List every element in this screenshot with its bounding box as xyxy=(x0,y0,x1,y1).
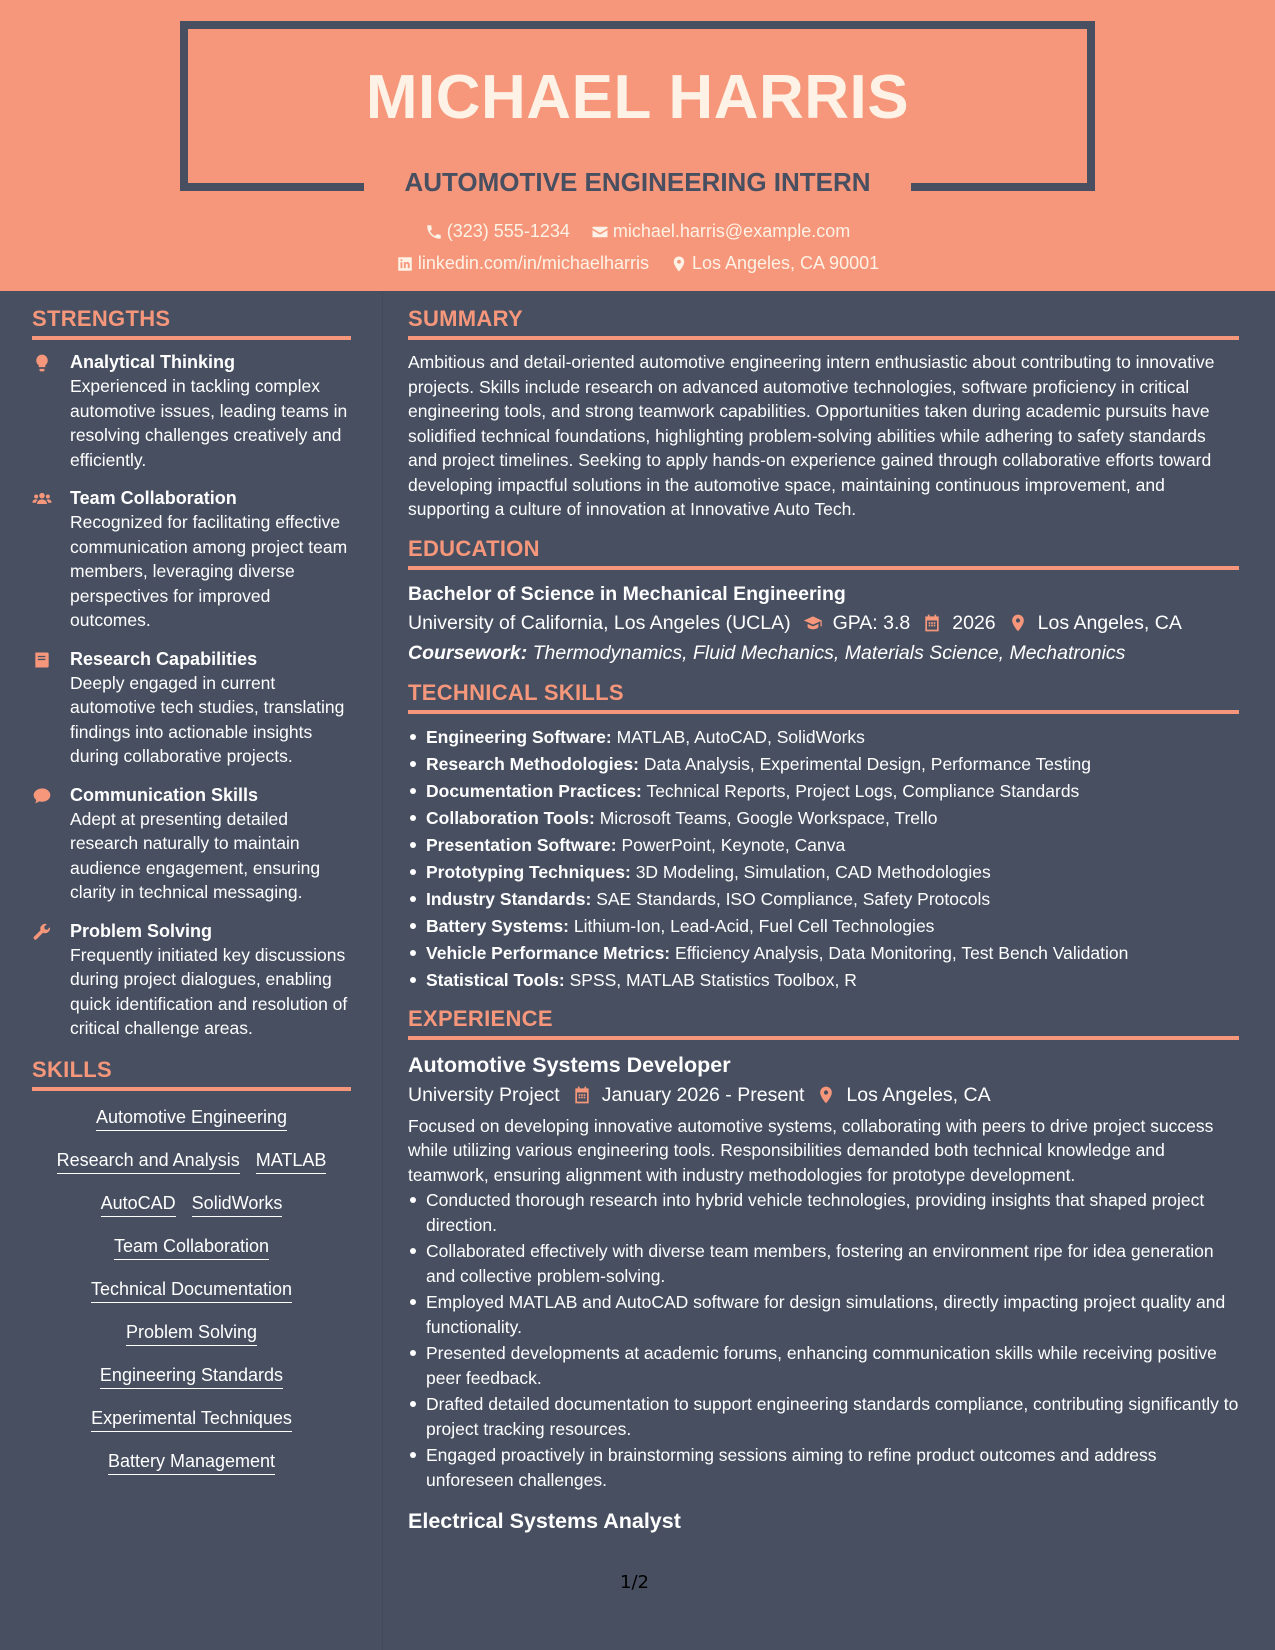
degree: Bachelor of Science in Mechanical Engineering xyxy=(408,582,846,605)
job-title: Electrical Systems Analyst xyxy=(408,1509,681,1533)
coursework xyxy=(408,638,1239,668)
strength-title: Analytical Thinking xyxy=(70,352,236,372)
experience-heading: EXPERIENCE xyxy=(408,1006,1239,1040)
phone-icon xyxy=(425,223,443,241)
strength-title: Problem Solving xyxy=(70,920,213,941)
strength-item xyxy=(32,919,351,1041)
map-pin-icon xyxy=(1008,613,1028,633)
coursework-label: Coursework: xyxy=(408,641,528,664)
list-item: Conducted thorough research into hybrid vehicle technologies, providing insights that shaped project direction. xyxy=(408,1188,1239,1237)
school-location: Los Angeles, CA xyxy=(1037,611,1182,634)
list-item: Collaborated effectively with diverse team members, fostering an environment ripe for idea generation and collective problem-solving. xyxy=(408,1239,1239,1288)
list-item: Research Methodologies: Data Analysis, Experimental Design, Performance Testing xyxy=(408,751,1239,778)
email-item[interactable] xyxy=(591,221,850,242)
candidate-title: AUTOMOTIVE ENGINEERING INTERN xyxy=(404,167,871,197)
page-number: 1/2 xyxy=(620,1572,649,1593)
contact-row-2 xyxy=(0,253,1275,278)
job-bullets xyxy=(408,1188,1239,1492)
calendar-icon xyxy=(572,1085,592,1105)
skill-tag: Automotive Engineering xyxy=(96,1105,287,1131)
skill-tag: Battery Management xyxy=(108,1449,275,1475)
job-meta xyxy=(408,1080,1239,1110)
phone-item xyxy=(425,221,570,242)
location-item xyxy=(670,253,879,274)
strength-desc: Frequently initiated key discussions during project dialogues, enabling quick identification and resolution of critical challenge areas. xyxy=(70,944,348,1038)
strength-item xyxy=(32,783,351,905)
strength-item xyxy=(32,486,351,633)
list-item: Collaboration Tools: Microsoft Teams, Google Workspace, Trello xyxy=(408,805,1239,832)
envelope-icon xyxy=(591,223,609,241)
skills-heading: SKILLS xyxy=(32,1057,351,1091)
skill-tag: Research and Analysis xyxy=(57,1148,240,1174)
skill-tag: Problem Solving xyxy=(126,1320,257,1346)
list-item: Battery Systems: Lithium-Ion, Lead-Acid, Fuel Cell Technologies xyxy=(408,913,1239,940)
left-column xyxy=(32,306,351,1492)
strength-title: Team Collaboration xyxy=(70,488,237,508)
right-column xyxy=(408,306,1239,1536)
graduation-cap-icon xyxy=(803,613,823,633)
skill-tag: Technical Documentation xyxy=(91,1277,292,1303)
strengths-heading: STRENGTHS xyxy=(32,306,351,340)
list-item: Documentation Practices: Technical Reports, Project Logs, Compliance Standards xyxy=(408,778,1239,805)
lightbulb-icon xyxy=(32,353,52,373)
job-location: Los Angeles, CA xyxy=(846,1083,991,1106)
strength-desc: Adept at presenting detailed research naturally to maintain audience engagement, ensuring clarity in technical messaging. xyxy=(70,808,321,902)
graduation-year: 2026 xyxy=(952,611,996,634)
list-item: Employed MATLAB and AutoCAD software for design simulations, directly impacting project quality and functionality. xyxy=(408,1290,1239,1339)
gpa: GPA: 3.8 xyxy=(832,611,911,634)
list-item: Statistical Tools: SPSS, MATLAB Statistics Toolbox, R xyxy=(408,967,1239,994)
strength-item xyxy=(32,350,351,472)
job-dates: January 2026 - Present xyxy=(601,1083,805,1106)
education-meta xyxy=(408,608,1239,638)
candidate-name: MICHAEL HARRIS xyxy=(365,63,910,132)
strength-desc: Experienced in tackling complex automotive issues, leading teams in resolving challenges creatively and efficiently. xyxy=(70,376,348,470)
coursework-list: Thermodynamics, Fluid Mechanics, Materials Science, Mechatronics xyxy=(532,641,1126,664)
skill-tag: AutoCAD xyxy=(101,1191,176,1217)
skill-tag: Engineering Standards xyxy=(100,1363,283,1389)
strength-title: Research Capabilities xyxy=(70,648,258,669)
phone-text: (323) 555-1234 xyxy=(446,221,570,241)
technical-skills-heading: TECHNICAL SKILLS xyxy=(408,680,1239,714)
list-item: Industry Standards: SAE Standards, ISO Compliance, Safety Protocols xyxy=(408,886,1239,913)
skill-tag: SolidWorks xyxy=(192,1191,283,1217)
skill-tag: MATLAB xyxy=(256,1148,327,1174)
email-text[interactable]: michael.harris@example.com xyxy=(612,221,851,241)
linkedin-icon xyxy=(396,255,414,273)
skill-tag: Team Collaboration xyxy=(114,1234,269,1260)
education-heading: EDUCATION xyxy=(408,536,1239,570)
list-item: Engaged proactively in brainstorming sessions aiming to refine product outcomes and address unforeseen challenges. xyxy=(408,1443,1239,1492)
job-description: Focused on developing innovative automotive systems, collaborating with peers to drive project success while utilizing various engineering tools. Responsibilities demanded both technical knowledge and teamwork, ensuring alignment with industry methodologies for prototype development. xyxy=(408,1115,1214,1185)
linkedin-item[interactable] xyxy=(396,253,649,274)
map-pin-icon xyxy=(670,255,688,273)
calendar-icon xyxy=(922,613,942,633)
list-item: Vehicle Performance Metrics: Efficiency Analysis, Data Monitoring, Test Bench Validation xyxy=(408,940,1239,967)
users-icon xyxy=(32,489,52,509)
resume-header xyxy=(0,0,1275,291)
contact-row-1 xyxy=(0,221,1275,246)
strength-item xyxy=(32,647,351,769)
list-item: Prototyping Techniques: 3D Modeling, Simulation, CAD Methodologies xyxy=(408,859,1239,886)
map-pin-icon xyxy=(816,1085,836,1105)
skills-tags xyxy=(32,1101,351,1475)
comment-icon xyxy=(32,786,52,806)
school: University of California, Los Angeles (UCLA) xyxy=(408,611,791,634)
summary-text: Ambitious and detail-oriented automotive engineering intern enthusiastic about contributing to innovative projects. Skills include research on advanced automotive technologies, software proficiency in critical engineering tools, and strong teamwork capabilities. Opportunities taken during academic pursuits have solidified technical foundations, highlighting problem-solving abilities while adhering to safety standards and project timelines. Seeking to apply hands-on experience gained through collaborative efforts toward developing impactful solutions in the automotive space, maintaining continuous improvement, and supporting a culture of innovation at Innovative Auto Tech. xyxy=(408,352,1215,519)
strength-title: Communication Skills xyxy=(70,784,259,805)
technical-skills-list xyxy=(408,724,1239,994)
strength-desc: Deeply engaged in current automotive tech studies, translating findings into actionable insights during collaborative projects. xyxy=(70,672,345,766)
wrench-icon xyxy=(32,922,52,942)
book-icon xyxy=(32,650,52,670)
skill-tag: Experimental Techniques xyxy=(91,1406,292,1432)
job-title: Automotive Systems Developer xyxy=(408,1052,731,1077)
linkedin-text[interactable]: linkedin.com/in/michaelharris xyxy=(417,253,649,273)
list-item: Presented developments at academic forums, enhancing communication skills while receiving positive peer feedback. xyxy=(408,1341,1239,1390)
job-org: University Project xyxy=(408,1083,560,1106)
list-item: Drafted detailed documentation to support engineering standards compliance, contributing significantly to project tracking resources. xyxy=(408,1392,1239,1441)
summary-heading: SUMMARY xyxy=(408,306,1239,340)
list-item: Engineering Software: MATLAB, AutoCAD, SolidWorks xyxy=(408,724,1239,751)
location-text: Los Angeles, CA 90001 xyxy=(691,253,880,273)
list-item: Presentation Software: PowerPoint, Keynote, Canva xyxy=(408,832,1239,859)
strength-desc: Recognized for facilitating effective communication among project team members, leveraging diverse perspectives for improved outcomes. xyxy=(70,512,348,630)
